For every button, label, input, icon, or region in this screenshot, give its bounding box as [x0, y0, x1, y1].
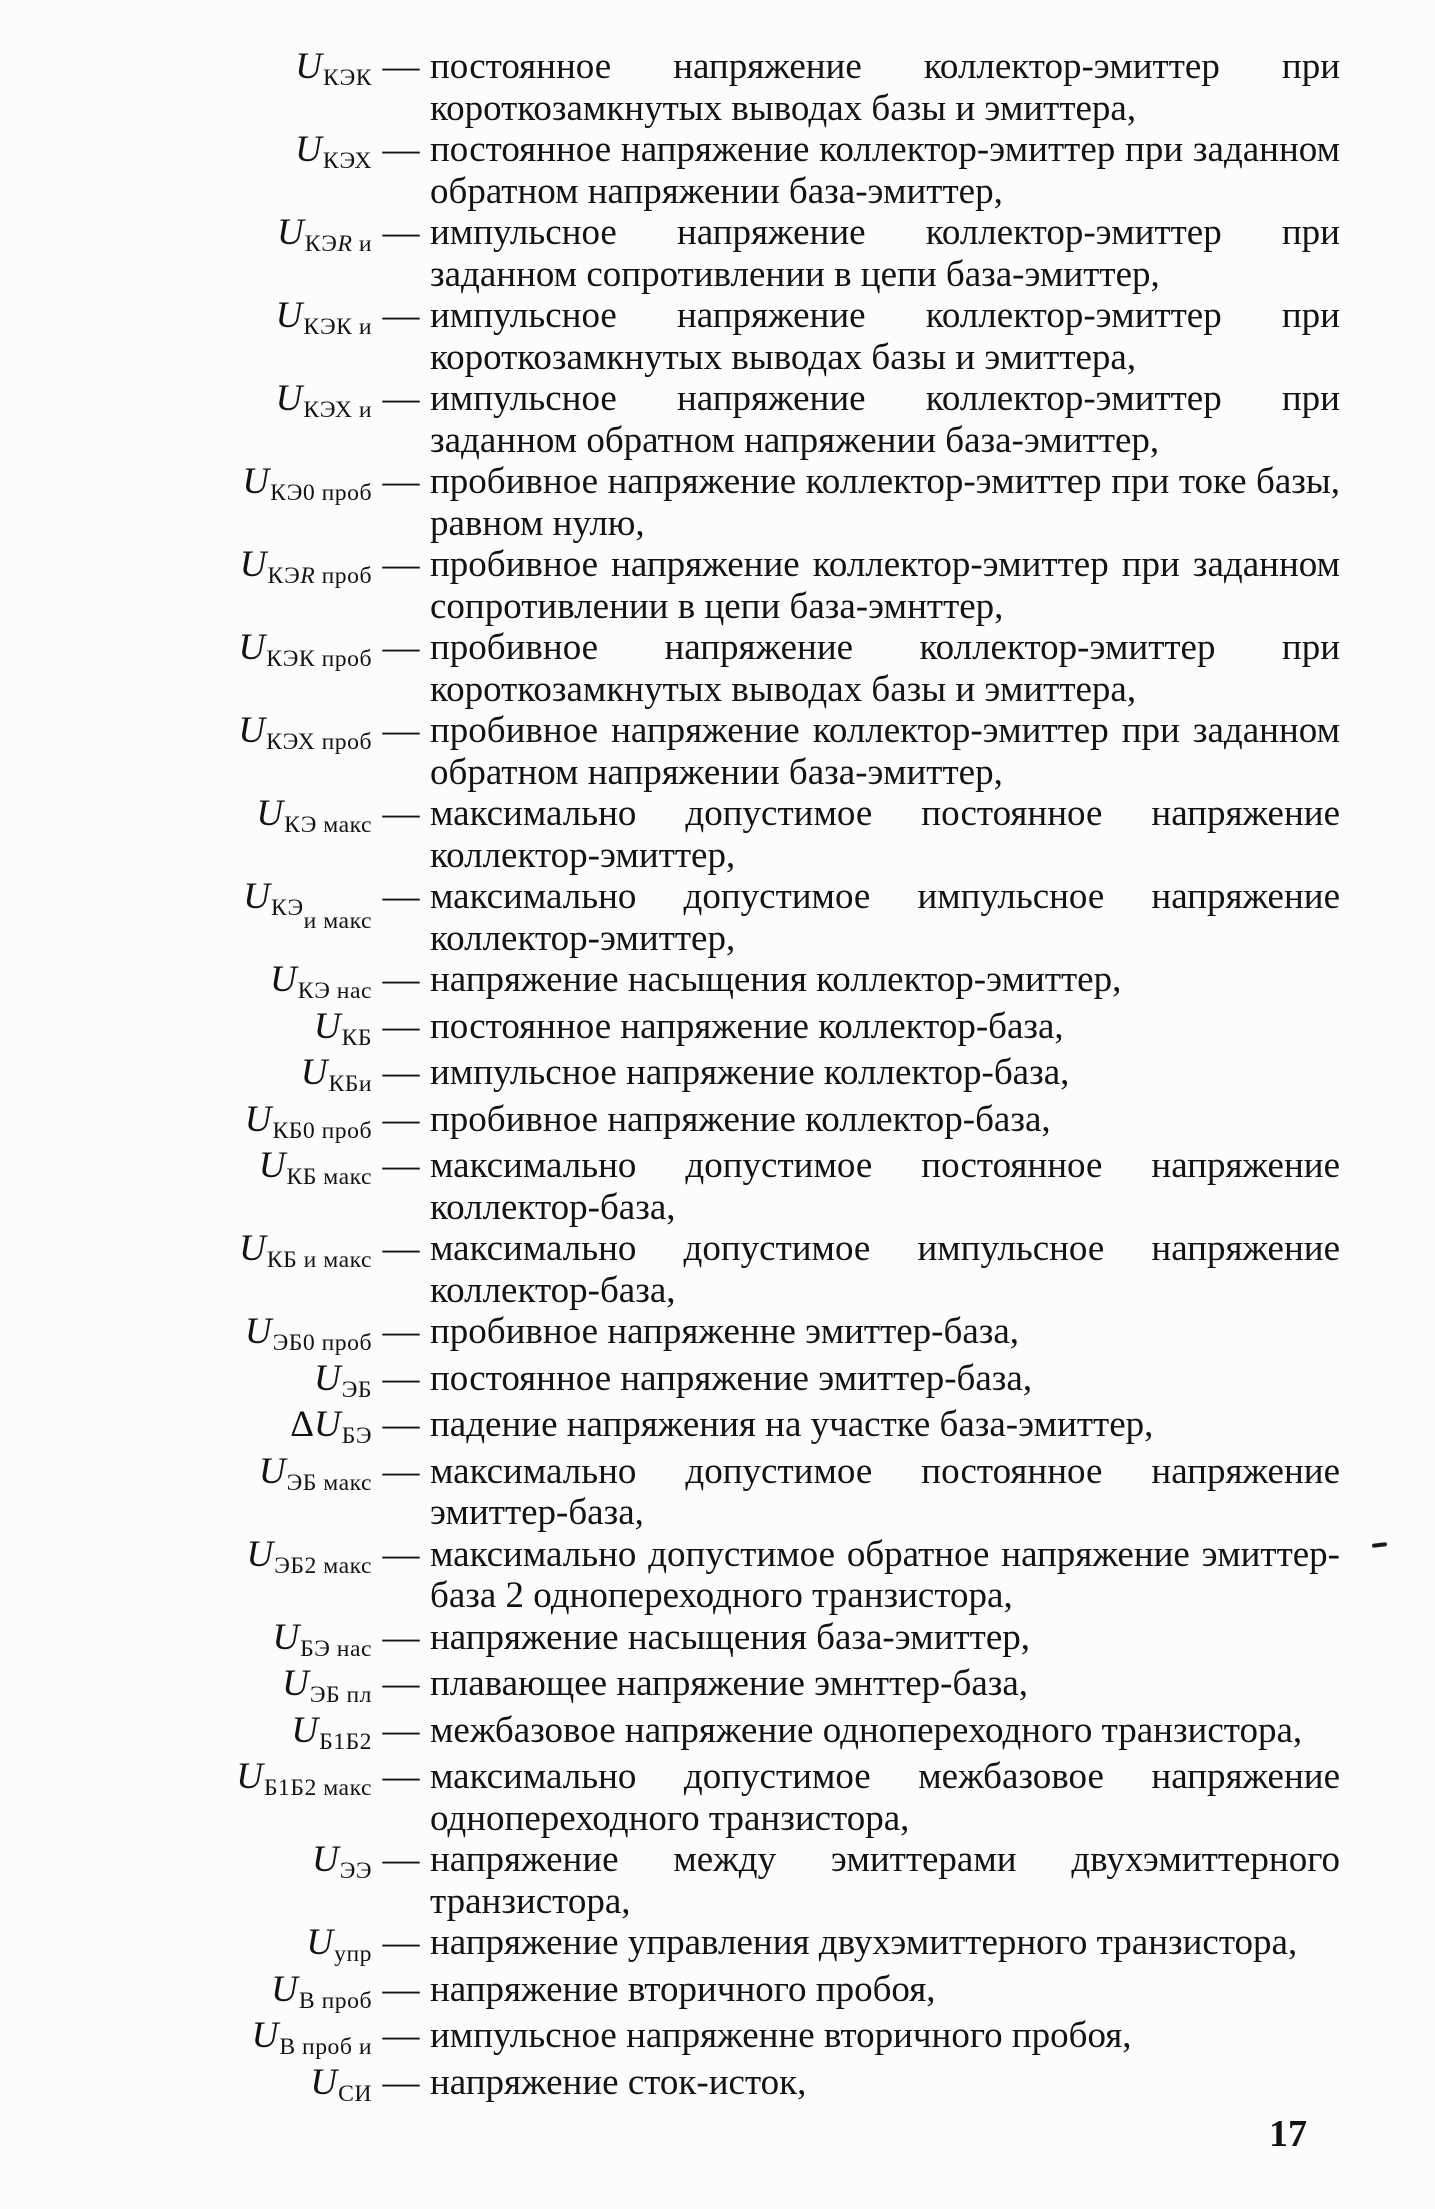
definition-text: максимально допустимое постоянное напряжение эмиттер-база,: [430, 1450, 1340, 1533]
symbol-base: U: [256, 793, 284, 834]
symbol-base: U: [310, 2061, 338, 2103]
dash-separator: —: [382, 1228, 420, 1269]
dash-separator: —: [382, 1311, 420, 1352]
dash-separator: —: [382, 959, 420, 1000]
symbol-label: [0, 2015, 372, 2062]
symbol-label: [0, 378, 372, 425]
definition-text: пробивное напряжение коллектор-база,: [430, 1098, 1051, 1140]
glossary-entry: [0, 544, 1340, 627]
symbol-subscript: [334, 1941, 372, 1967]
symbol-base: U: [312, 1839, 339, 1880]
symbol-base: U: [251, 2015, 279, 2056]
glossary-entry: [0, 1228, 1340, 1311]
dash-separator: —: [382, 1709, 420, 1751]
symbol-label: [0, 1052, 372, 1099]
glossary-entry: [0, 1756, 1340, 1839]
symbol-subscript-part: КЭХ и: [303, 397, 372, 424]
symbol-subscript-part: КБ макс: [286, 1164, 372, 1191]
symbol-subscript-part: КЭ макс: [284, 812, 372, 839]
page-number: 17: [1269, 2113, 1307, 2155]
symbol-label: [0, 1663, 372, 1710]
glossary-entry: [0, 627, 1340, 710]
symbol-label: [0, 1099, 372, 1146]
symbol-subscript-part: БЭ нас: [300, 1635, 372, 1662]
glossary-entry: [0, 876, 1340, 959]
symbol-subscript-part: ЭБ0 проб: [272, 1330, 372, 1357]
definition-text: падение напряжения на участке база-эмиттер,: [430, 1404, 1154, 1445]
glossary-entry: [0, 1839, 1340, 1922]
definition-text: постоянное напряжение коллектор-база,: [430, 1005, 1064, 1047]
definition-text: импульсное напряжение коллектор-эмиттер при заданном сопротивлении в цепи база-эмиттер,: [430, 212, 1340, 295]
dash-separator: —: [382, 1756, 420, 1797]
symbol-subscript-part: КЭ: [267, 563, 301, 590]
symbol-base: U: [300, 1052, 328, 1093]
symbol-subscript: [270, 480, 372, 506]
scan-artifact-dash: [1372, 1542, 1387, 1548]
symbol-base: U: [236, 1756, 263, 1797]
symbol-subscript: [303, 397, 372, 423]
glossary-entry: [0, 1404, 1340, 1451]
symbol-base: U: [313, 1005, 341, 1047]
glossary-entry: [0, 1006, 1340, 1053]
dash-separator: —: [382, 129, 420, 170]
definition-text: максимально допустимое импульсное напряжение коллектор-эмиттер,: [430, 876, 1340, 959]
symbol-base: U: [306, 1922, 334, 1963]
definition-text: напряжение вторичного пробоя,: [430, 1968, 936, 2010]
symbol-subscript: [300, 1636, 372, 1662]
dash-separator: —: [382, 1145, 420, 1186]
glossary-entry: [0, 1922, 1340, 1969]
symbol-subscript-part: ЭБ макс: [286, 1469, 372, 1496]
definition-text: максимально допустимое межбазовое напряжение однопереходного транзистора,: [430, 1756, 1340, 1839]
definition-text: межбазовое напряжение однопереходного транзистора,: [430, 1709, 1303, 1751]
symbol-base: U: [239, 1228, 266, 1269]
definition-text: постоянное напряжение коллектор-эмиттер при заданном обратном напряжении база-эмиттер,: [430, 129, 1340, 212]
symbol-base: U: [275, 295, 303, 336]
symbol-base: U: [258, 1450, 286, 1492]
definition-text: импульсное напряженне вторичного пробоя,: [430, 2015, 1132, 2056]
dash-separator: —: [382, 627, 420, 668]
dash-separator: —: [382, 876, 420, 917]
dash-separator: —: [382, 793, 420, 834]
symbol-subscript-part: КБ и макс: [266, 1247, 372, 1274]
definition-text: напряжение сток-исток,: [430, 2061, 807, 2103]
symbol-subscript: [342, 1423, 372, 1449]
definition-text: постоянное напряжение эмиттер-база,: [430, 1357, 1033, 1399]
dash-separator: —: [382, 2015, 420, 2056]
glossary-entry: [0, 793, 1340, 876]
symbol-base: U: [276, 212, 304, 253]
symbol-subscript: [305, 231, 372, 257]
symbol-base: U: [271, 1968, 298, 2010]
definition-text: пробивное напряжение коллектор-эмиттер при заданном обратном напряжении база-эмиттер,: [430, 710, 1340, 793]
symbol-subscript: [340, 1858, 372, 1884]
symbol-label: [0, 1922, 372, 1969]
dash-separator: —: [382, 1922, 420, 1963]
glossary-entry: [0, 46, 1340, 129]
symbol-label: [0, 295, 372, 342]
symbol-label: [0, 1145, 372, 1192]
symbol-base: U: [295, 46, 322, 87]
glossary-entry: [0, 1099, 1340, 1146]
glossary-entry: [0, 1145, 1340, 1228]
symbol-label: [0, 710, 372, 757]
symbol-base: U: [244, 1098, 272, 1140]
symbol-subscript-part: Б1Б2: [319, 1728, 372, 1755]
glossary-entry: [0, 1969, 1340, 2016]
symbol-subscript: [284, 812, 372, 838]
voltage-symbol-glossary: [0, 46, 1340, 2108]
symbol-subscript-italic: R: [300, 563, 316, 590]
symbol-label: [0, 1534, 372, 1581]
dash-separator: —: [382, 1533, 420, 1575]
definition-text: максимально допустимое постоянное напряжение коллектор-база,: [430, 1145, 1340, 1228]
symbol-subscript: [286, 1164, 372, 1190]
glossary-entry: [0, 1451, 1340, 1534]
dash-separator: —: [382, 1098, 420, 1140]
definition-text: пробивное напряжение коллектор-эмиттер при короткозамкнутых выводах базы и эмиттера,: [430, 627, 1340, 710]
symbol-label: [0, 793, 372, 840]
symbol-subscript-part: ЭБ: [341, 1376, 372, 1403]
symbol-base: U: [239, 544, 267, 585]
dash-separator: —: [382, 1616, 420, 1658]
symbol-subscript-part: В проб и: [279, 2034, 372, 2061]
symbol-subscript: [299, 1988, 372, 2014]
symbol-subscript-part: КЭК проб: [266, 646, 372, 673]
definition-text: пробивное напряженне эмиттер-база,: [430, 1311, 1020, 1352]
symbol-subscript: [266, 646, 372, 672]
dash-separator: —: [382, 378, 420, 419]
symbol-label: [0, 1358, 372, 1405]
dash-separator: —: [382, 1968, 420, 2010]
dash-separator: —: [382, 295, 420, 336]
definition-text: пробивное напряжение коллектор-эмиттер при токе базы, равном нулю,: [430, 461, 1340, 544]
dash-separator: —: [382, 1005, 420, 1047]
symbol-label: [0, 46, 372, 93]
symbol-label: [0, 2062, 372, 2109]
symbol-subscript: [279, 2034, 372, 2060]
glossary-entry: [0, 212, 1340, 295]
symbol-label: [0, 1710, 372, 1757]
glossary-entry: [0, 1710, 1340, 1757]
glossary-entry: [0, 1311, 1340, 1358]
symbol-subscript: [270, 895, 372, 935]
symbol-label: [0, 1006, 372, 1053]
dash-separator: —: [382, 461, 420, 502]
symbol-base: U: [258, 1145, 286, 1186]
definition-text: напряжение насыщения база-эмиттер,: [430, 1616, 1031, 1658]
symbol-subsubscript: и макс: [303, 908, 372, 935]
symbol-subscript: [323, 65, 372, 91]
symbol-subscript-part: Б1Б2 макс: [263, 1775, 372, 1802]
glossary-entry: [0, 378, 1340, 461]
symbol-subscript-part: ЭБ пл: [309, 1682, 372, 1709]
symbol-subscript: [303, 314, 372, 340]
symbol-label: [0, 544, 372, 591]
glossary-entry: [0, 295, 1340, 378]
definition-text: максимально допустимое обратное напряжение эмиттер-база 2 однопереходного транзистора,: [430, 1533, 1340, 1616]
glossary-entry: [0, 959, 1340, 1006]
definition-text: импульсное напряжение коллектор-эмиттер при короткозамкнутых выводах базы и эмиттера,: [430, 295, 1340, 378]
symbol-subscript: [274, 1553, 372, 1579]
symbol-subscript: [328, 1071, 372, 1097]
dash-separator: —: [382, 544, 420, 585]
symbol-subscript: [272, 1118, 372, 1144]
symbol-subscript-part: ЭБ2 макс: [274, 1552, 372, 1579]
symbol-subscript: [310, 1682, 372, 1708]
symbol-subscript-part: проб: [315, 563, 372, 590]
glossary-entry: [0, 1534, 1340, 1617]
symbol-subscript-part: КЭ: [270, 895, 304, 922]
symbol-subscript: [338, 2081, 372, 2107]
symbol-base: U: [243, 876, 270, 917]
glossary-entry: [0, 129, 1340, 212]
glossary-entry: [0, 1663, 1340, 1710]
symbol-base: U: [244, 1311, 272, 1352]
symbol-base: U: [275, 378, 303, 419]
glossary-entry: [0, 1617, 1340, 1664]
symbol-base: U: [238, 710, 266, 751]
dash-separator: —: [382, 1357, 420, 1399]
symbol-label: [0, 876, 372, 935]
symbol-base: U: [272, 1616, 300, 1658]
symbol-subscript: [319, 1729, 372, 1755]
symbol-base: U: [238, 627, 266, 668]
symbol-base: U: [291, 1709, 319, 1751]
symbol-subscript: [298, 978, 372, 1004]
symbol-label: [0, 1756, 372, 1803]
symbol-label: [0, 1451, 372, 1498]
symbol-base: U: [314, 1404, 341, 1445]
symbol-base: U: [314, 1357, 341, 1399]
definition-text: напряжение насыщения коллектор-эмиттер,: [430, 959, 1122, 1000]
symbol-subscript: [268, 563, 373, 589]
definition-text: импульсное напряжение коллектор-эмиттер при заданном обратном напряжении база-эмиттер,: [430, 378, 1340, 461]
delta-prefix: Δ: [290, 1404, 315, 1445]
definition-text: максимально допустимое постоянное напряжение коллектор-эмиттер,: [430, 793, 1340, 876]
dash-separator: —: [382, 1404, 420, 1445]
symbol-subscript-part: КЭК: [323, 65, 372, 92]
dash-separator: —: [382, 1839, 420, 1880]
symbol-label: [0, 959, 372, 1006]
symbol-subscript: [342, 1377, 372, 1403]
symbol-subscript-part: БЭ: [341, 1423, 372, 1450]
definition-text: пробивное напряжение коллектор-эмиттер при заданном сопротивлении в цепи база-эмнттер,: [430, 544, 1340, 627]
symbol-subscript-part: КЭ: [304, 231, 338, 258]
glossary-entry: [0, 710, 1340, 793]
symbol-label: [0, 627, 372, 674]
symbol-subscript: [264, 1775, 372, 1801]
dash-separator: —: [382, 1450, 420, 1492]
symbol-label: [0, 129, 372, 176]
symbol-subscript: [266, 729, 372, 755]
symbol-subscript-part: КЭК и: [303, 314, 372, 341]
symbol-base: U: [295, 129, 322, 170]
symbol-subscript: [273, 1330, 372, 1356]
glossary-entry: [0, 2062, 1340, 2109]
symbol-subscript-part: КБи: [328, 1071, 372, 1098]
dash-separator: —: [382, 1663, 420, 1704]
symbol-subscript-part: КЭХ проб: [266, 729, 372, 756]
dash-separator: —: [382, 46, 420, 87]
symbol-subscript-italic: R: [337, 231, 353, 258]
symbol-label: [0, 461, 372, 508]
definition-text: импульсное напряжение коллектор-база,: [430, 1052, 1070, 1093]
symbol-subscript-part: СИ: [338, 2080, 372, 2107]
definition-text: напряжение между эмиттерами двухэмиттерного транзистора,: [430, 1839, 1340, 1922]
symbol-label: [0, 1404, 372, 1451]
symbol-label: [0, 1617, 372, 1664]
glossary-entry: [0, 461, 1340, 544]
symbol-base: U: [269, 959, 297, 1000]
symbol-base: U: [246, 1533, 274, 1575]
dash-separator: —: [382, 710, 420, 751]
symbol-label: [0, 1969, 372, 2016]
symbol-subscript-part: КЭ0 проб: [270, 480, 372, 507]
symbol-subscript-part: и: [352, 231, 372, 258]
symbol-subscript: [287, 1470, 372, 1496]
symbol-subscript-part: КЭХ: [322, 148, 372, 175]
symbol-base: U: [282, 1663, 309, 1704]
symbol-subscript-part: КБ: [341, 1024, 372, 1051]
symbol-subscript-part: КБ0 проб: [272, 1117, 372, 1144]
glossary-entry: [0, 1358, 1340, 1405]
glossary-entry: [0, 1052, 1340, 1099]
dash-separator: —: [382, 2061, 420, 2103]
definition-text: плавающее напряжение эмнттер-база,: [430, 1663, 1029, 1704]
symbol-label: [0, 1839, 372, 1886]
symbol-subscript-part: ЭЭ: [339, 1858, 372, 1885]
symbol-subscript: [342, 1025, 372, 1051]
symbol-subscript-part: В проб: [298, 1987, 372, 2014]
symbol-subscript: [323, 148, 372, 174]
dash-separator: —: [382, 1052, 420, 1093]
symbol-base: U: [242, 461, 270, 502]
symbol-subscript: [267, 1247, 372, 1273]
definition-text: напряжение управления двухэмиттерного транзистора,: [430, 1922, 1298, 1963]
definition-text: максимально допустимое импульсное напряжение коллектор-база,: [430, 1228, 1340, 1311]
glossary-entry: [0, 2015, 1340, 2062]
symbol-label: [0, 1228, 372, 1275]
symbol-subscript-part: упр: [334, 1941, 372, 1968]
symbol-label: [0, 1311, 372, 1358]
symbol-subscript-part: КЭ нас: [297, 978, 372, 1005]
definition-text: постоянное напряжение коллектор-эмиттер при короткозамкнутых выводах базы и эмиттера,: [430, 46, 1340, 129]
symbol-label: [0, 212, 372, 259]
dash-separator: —: [382, 212, 420, 253]
